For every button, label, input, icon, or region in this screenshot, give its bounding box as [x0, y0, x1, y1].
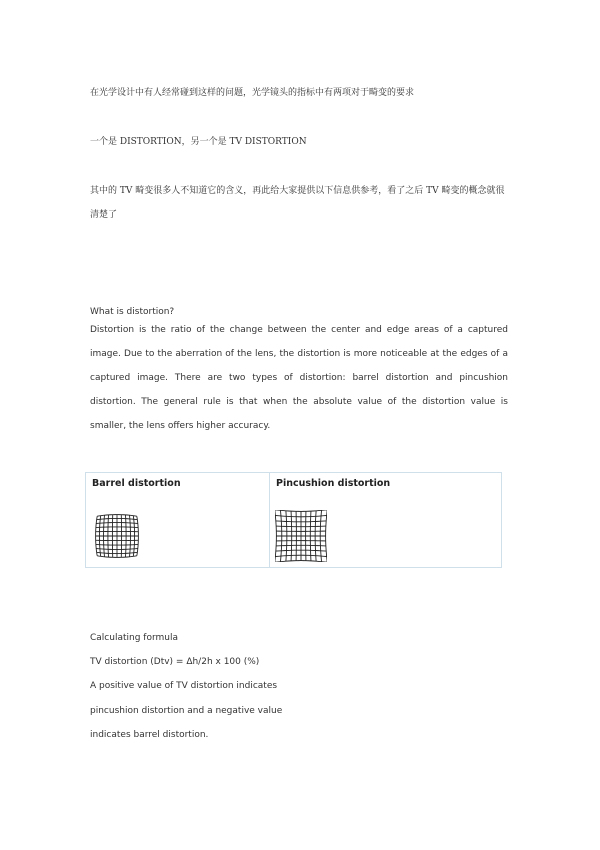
grid-line	[275, 510, 327, 511]
grid-line	[275, 510, 276, 562]
distortion-table	[85, 472, 502, 568]
section-body: Distortion is the ratio of the change between the center and edge areas of a captured image. Due to the aberration of the lens, the distortion is more noticeable at the edges of a captured image. There are two types of distortion: barrel distortion and pincushion distortion. The general rule is that when the absolute value of the distortion value is smaller, the lens offers higher accuracy.	[90, 325, 508, 431]
intro-line-4: 清楚了	[90, 210, 118, 220]
formula-title: Calculating formula	[90, 633, 178, 643]
formula-expression: TV distortion (Dtv) = Δh/2h x 100 (%)	[90, 657, 260, 667]
grid-line	[275, 561, 327, 562]
intro-line-1: 在光学设计中有人经常碰到这样的问题，光学镜头的指标中有两项对于畸变的要求	[90, 88, 415, 98]
barrel-distortion-icon	[91, 510, 143, 562]
formula-note-3: indicates barrel distortion.	[90, 730, 209, 740]
grid-line	[326, 510, 327, 562]
pincushion-distortion-icon	[275, 510, 327, 562]
pincushion-cell	[270, 473, 501, 567]
intro-line-2: 一个是 DISTORTION，另一个是 TV DISTORTION	[90, 137, 307, 147]
pincushion-label: Pincushion distortion	[276, 478, 391, 489]
formula-note-1: A positive value of TV distortion indicates	[90, 681, 278, 691]
barrel-label: Barrel distortion	[92, 478, 181, 489]
formula-note-2: pincushion distortion and a negative value	[90, 706, 283, 716]
section-heading: What is distortion?	[90, 307, 175, 317]
intro-line-3: 其中的 TV 畸变很多人不知道它的含义，再此给大家提供以下信息供参考，看了之后 TV 畸变的概念就很	[90, 186, 505, 196]
barrel-cell	[86, 473, 270, 567]
